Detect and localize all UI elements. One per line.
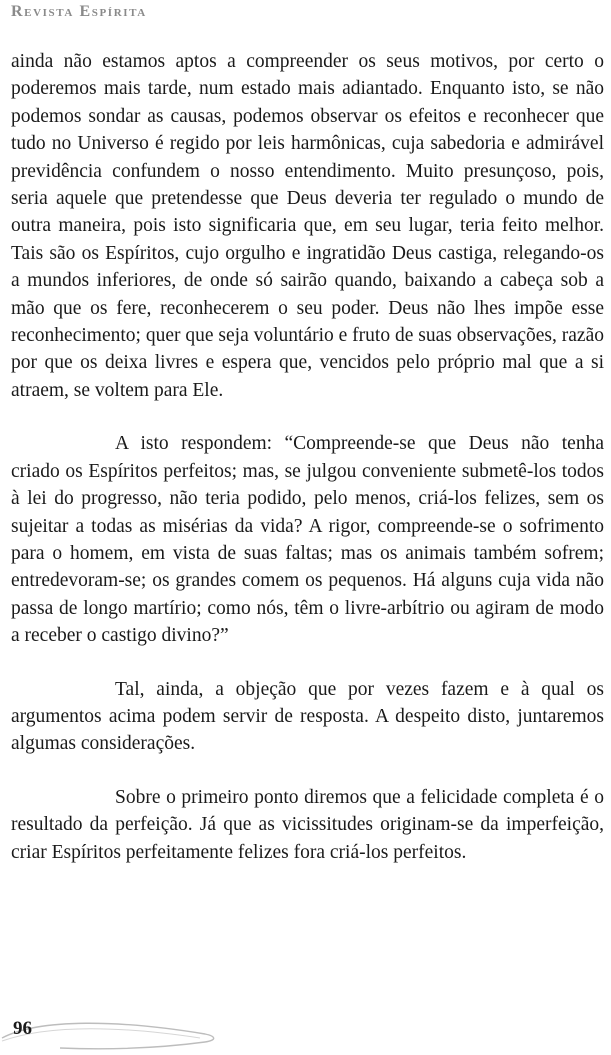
body-text [11, 48, 604, 892]
paragraph: ainda não estamos aptos a compreender os seus motivos, por certo o poderemos mais tarde, num estado mais adiantado. Enquanto isto, se não podemos sondar as causas, podemos observar os efeitos e reconhecer que tudo no Universo é regido por leis harmônicas, cuja sabedoria e admirável previdência confundem o nosso entendimento. Muito presunçoso, pois, seria aquele que pretendesse que Deus deveria ter regulado o mundo de outra maneira, pois isto significaria que, em seu lugar, teria feito melhor. Tais são os Espíritos, cujo orgulho e ingratidão Deus castiga, relegando-os a mundos inferiores, de onde só sairão quando, baixando a cabeça sob a mão que os fere, reconhecerem o seu poder. Deus não lhes impõe esse reconhecimento; quer que seja voluntário e fruto de suas observações, razão por que os deixa livres e espera que, vencidos pelo próprio mal que a si atraem, se voltem para Ele. [11, 51, 604, 401]
paragraph: A isto respondem: “Compreende-se que Deus não tenha criado os Espíritos perfeitos; mas, se julgou conveniente submetê-los todos à lei do progresso, não teria podido, pelo menos, criá-los felizes, sem os sujeitar a todas as misérias da vida? A rigor, compreende-se o sofrimento para o homem, em vista de suas faltas; mas os animais também sofrem; entredevoram-se; os grandes comem os pequenos. Há alguns cuja vida não passa de longo martírio; como nós, têm o livre-arbítrio ou agiram de modo a receber o castigo divino?” [11, 433, 604, 647]
paragraph: Sobre o primeiro ponto diremos que a felicidade completa é o resultado da perfeição. Já que as vicissitudes originam-se da imperfeição, criar Espíritos perfeitamente felizes fora criá-los perfeitos. [11, 786, 604, 863]
running-header-title: Revista Espírita [11, 3, 147, 20]
paragraph: Tal, ainda, a objeção que por vezes fazem e à qual os argumentos acima podem servir de resposta. A despeito disto, juntaremos algumas considerações. [11, 678, 604, 755]
page-number: 96 [13, 1018, 32, 1039]
page-number-swoosh-ornament [0, 1010, 230, 1055]
